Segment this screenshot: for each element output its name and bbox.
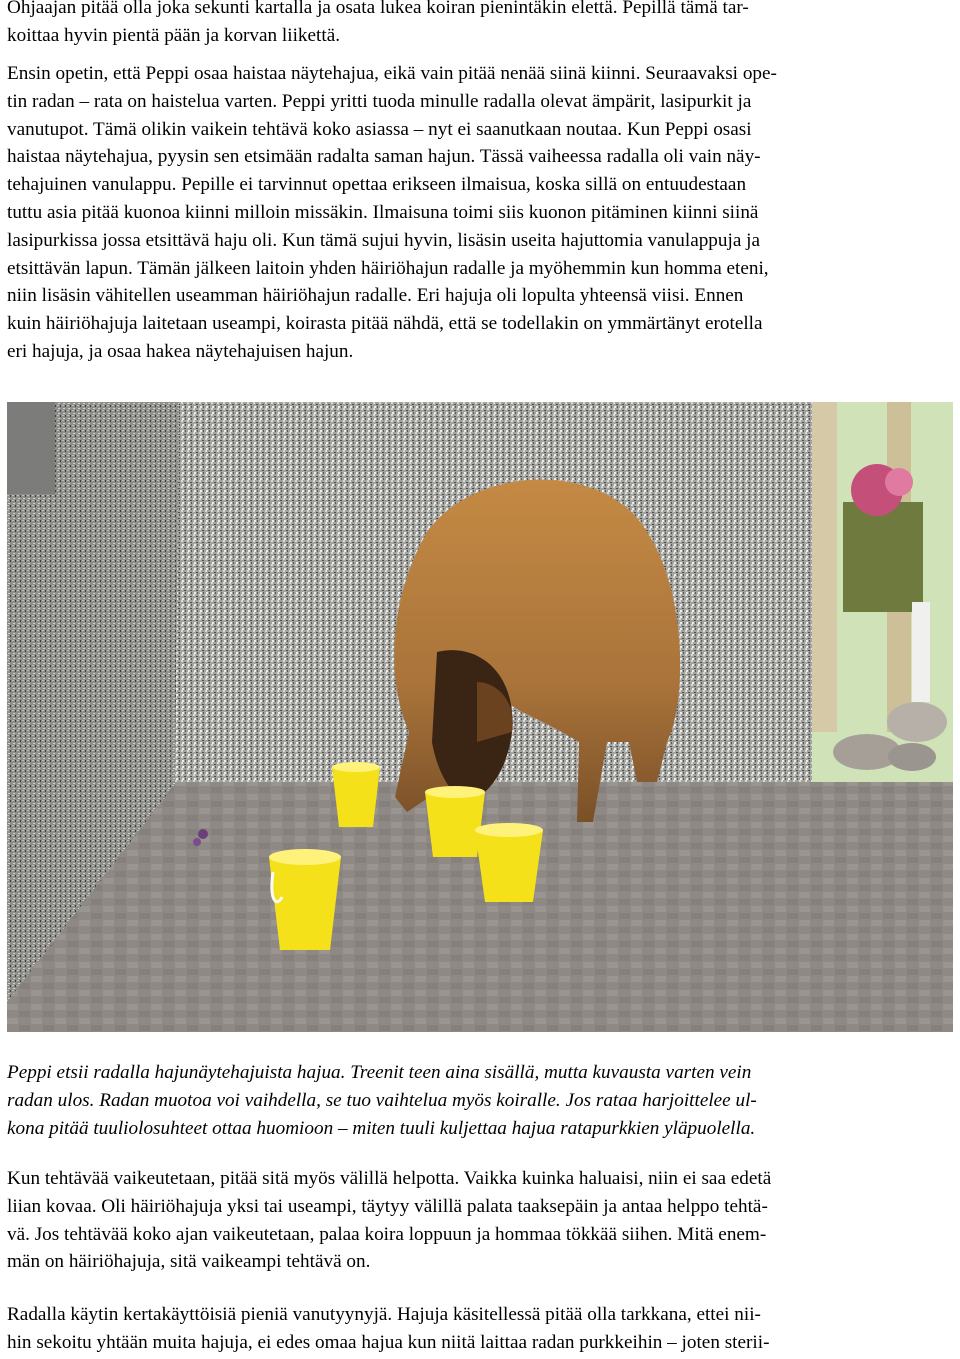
paragraph-training-steps: Ensin opetin, että Peppi osaa haistaa näytehajua, eikä vain pitää nenää siinä kiinni. Seuraavaksi ope- tin radan – rata on haistelua varten. Peppi yritti tuoda minulle radalla olevat ämpärit, lasipurkit ja vanutupot. Tämä olikin vaikein tehtävä koko asiassa – nyt ei saanutkaan noutaa. Kun Peppi osasi haistaa näytehajua, pyysin sen etsimään radalta saman hajun. Tässä vaiheessa radalla oli vain näy- tehajuinen vanulappu. Pepille ei tarvinnut opettaa erikseen ilmaisua, koska sillä on entuudestaan tuttu asia pitää kuonoa kiinni milloin missäkin. Ilmaisuna toimi siis kuonon pitäminen kiinni siinä lasipurkissa jossa etsittävä haju oli. Kun tämä sujui hyvin, lisäsin useita hajuttomia vanulappuja ja etsittävän lapun. Tämän jälkeen laitoin yhden häiriöhajun radalle ja myöhemmin kun homma eteni, niin lisäsin vähitellen useamman häiriöhajun radalle. Eri hajuja oli lopulta yhteensä viisi. Ennen kuin häiriöhajuja laitetaan useampi, koirasta pitää nähdä, että se todellakin on ymmärtänyt erotella eri hajuja, ja osaa hakea näytehajuisen hajun. xyxy=(7,63,777,362)
paragraph-difficulty: Kun tehtävää vaikeutetaan, pitää sitä myös välillä helpotta. Vaikka kuinka haluaisi, niin ei saa edetä liian kovaa. Oli häiriöhajuja yksi tai useampi, täytyy välillä palata taaksepäin ja antaa helppo tehtä- vä. Jos tehtävää koko ajan vaikeutetaan, palaa koira loppuun ja hommaa tökkää siihen. Mitä enem- män on häiriöhajuja, sitä vaikeampi tehtävä on. xyxy=(7,1168,772,1273)
photo-dog-searching-buckets xyxy=(7,402,953,1032)
paragraph-intro: Ohjaajan pitää olla joka sekunti kartalla ja osata lukea koiran pienintäkin elettä. Pepillä tämä tar- koittaa hyvin pientä pään ja korvan liikettä. xyxy=(7,0,749,46)
paragraph-cotton-pads: Radalla käytin kertakäyttöisiä pieniä vanutyynyjä. Hajuja käsitellessä pitää olla tarkkana, ettei nii- hin sekoitu yhtään muita hajuja, ei edes omaa hajua kun niitä laittaa radan purkkeihin – joten sterii- xyxy=(7,1304,770,1353)
photo-caption: Peppi etsii radalla hajunäytehajuista hajua. Treenit teen aina sisällä, mutta kuvausta varten vein radan ulos. Radan muotoa voi vaihdella, se tuo vaihtelua myös koiralle. Jos rataa harjoittelee ul- kona pitää tuuliolosuhteet ottaa huomioon – miten tuuli kuljettaa hajua ratapurkkien yläpuolella. xyxy=(7,1062,757,1139)
bucket-back xyxy=(332,762,380,827)
